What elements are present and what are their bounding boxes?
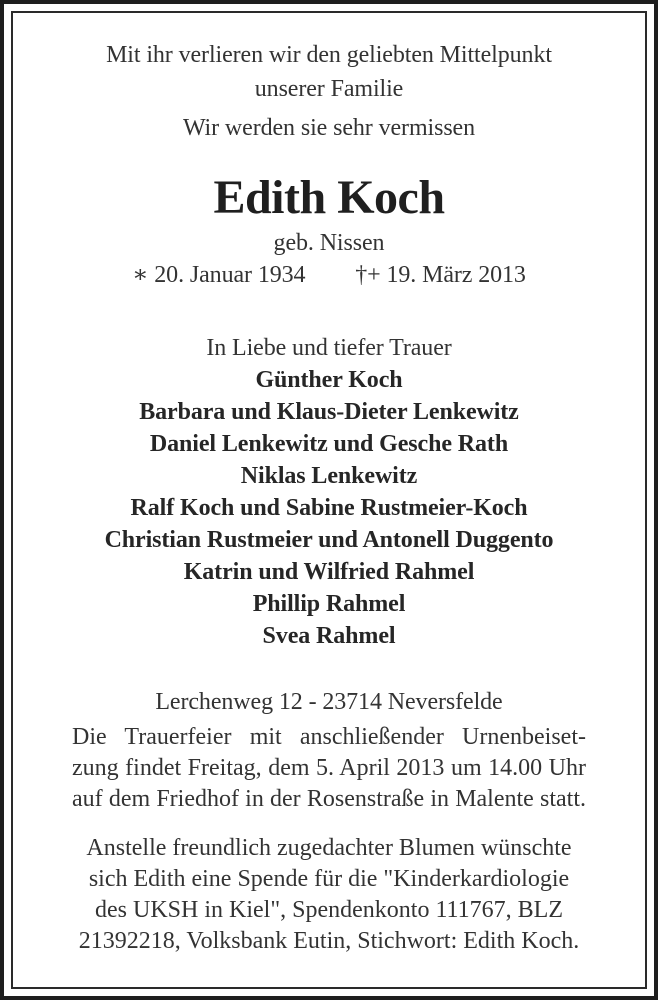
mourner-item: Phillip Rahmel <box>252 591 406 617</box>
mourner-item: Günther Koch <box>255 367 403 393</box>
funeral-line-1: Die Trauerfeier mit anschließender Urnenbeiset- <box>72 724 586 750</box>
maiden-name: geb. Nissen <box>273 230 385 256</box>
death-date: 19. März 2013 <box>386 262 526 288</box>
funeral-line-2: zung findet Freitag, dem 5. April 2013 um 14.00 Uhr <box>72 755 586 781</box>
donation-line-2: sich Edith eine Spende für die "Kinderkardiologie <box>88 866 570 892</box>
mourner-item: Katrin und Wilfried Rahmel <box>183 559 475 585</box>
donation-line-1: Anstelle freundlich zugedachter Blumen wünschte <box>86 835 572 861</box>
mourner-item: Svea Rahmel <box>262 623 396 649</box>
address: Lerchenweg 12 - 23714 Neversfelde <box>155 689 503 715</box>
mourner-item: Niklas Lenkewitz <box>240 463 418 489</box>
birth-star-icon: ∗ <box>132 262 149 288</box>
birth-date: 20. Januar 1934 <box>154 262 306 288</box>
donation-line-4: 21392218, Volksbank Eutin, Stichwort: Edith Koch. <box>78 928 580 954</box>
deceased-name: Edith Koch <box>213 171 445 224</box>
mourner-item: Barbara und Klaus-Dieter Lenkewitz <box>139 399 519 425</box>
mourning-phrase: In Liebe und tiefer Trauer <box>206 335 452 361</box>
mourner-item: Daniel Lenkewitz und Gesche Rath <box>149 431 509 457</box>
funeral-details <box>72 722 586 815</box>
death-cross-icon: †+ <box>355 262 381 288</box>
life-dates <box>0 260 658 290</box>
intro-line-2: unserer Familie <box>254 76 404 102</box>
mourner-item: Ralf Koch und Sabine Rustmeier-Koch <box>130 495 528 521</box>
mourner-item: Christian Rustmeier und Antonell Duggento <box>104 527 554 553</box>
donation-line-3: des UKSH in Kiel", Spendenkonto 111767, BLZ <box>95 897 563 923</box>
funeral-line-3: auf dem Friedhof in der Rosenstraße in Malente statt. <box>72 786 586 812</box>
intro-line-1: Mit ihr verlieren wir den geliebten Mittelpunkt <box>106 42 552 68</box>
donation-request <box>40 833 618 957</box>
intro-line-3: Wir werden sie sehr vermissen <box>182 115 476 141</box>
